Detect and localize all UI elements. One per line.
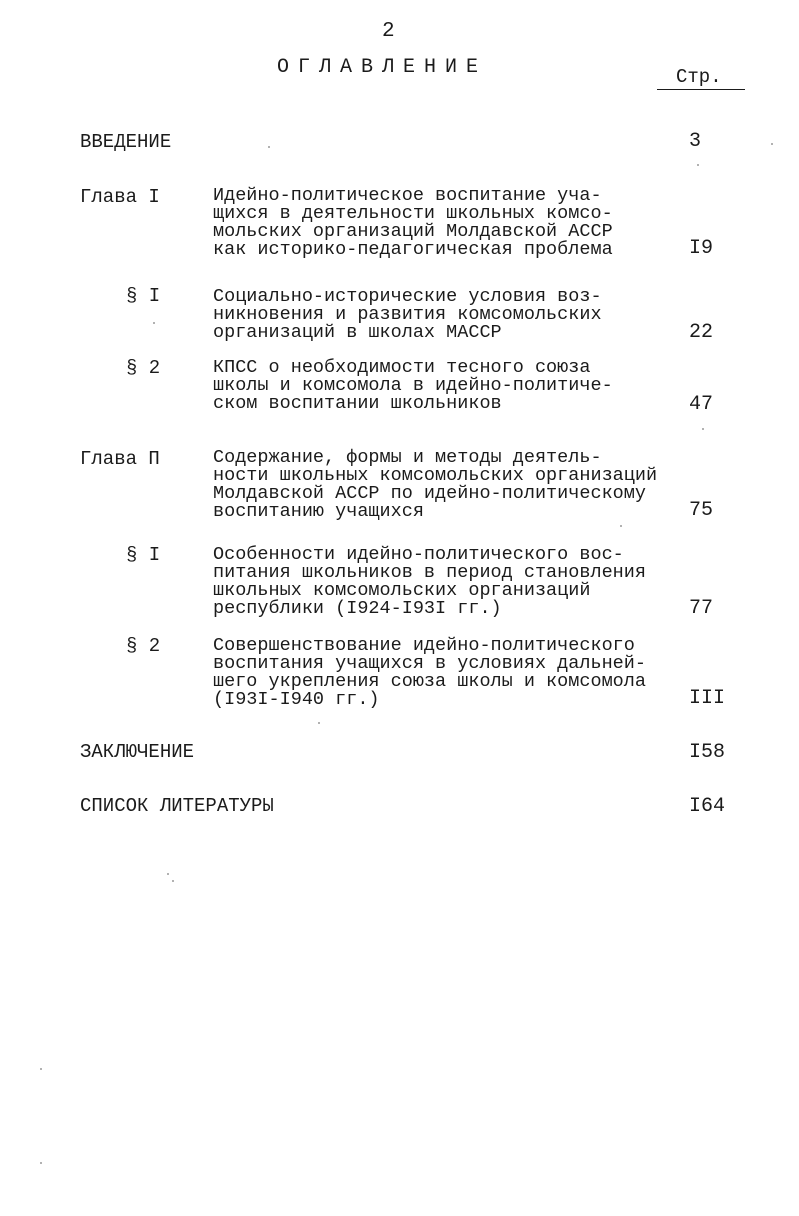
toc-entry-label: § 2 [126, 357, 161, 379]
toc-entry-label: § I [126, 285, 161, 307]
toc-entry-label: СПИСОК ЛИТЕРАТУРЫ [80, 795, 274, 817]
toc-entry-page: 77 [689, 597, 714, 620]
toc-entry-label: ЗАКЛЮЧЕНИЕ [80, 741, 195, 763]
scan-speck [268, 146, 270, 148]
toc-entry-label: § I [126, 544, 161, 566]
scan-speck [702, 428, 704, 430]
scan-speck [172, 880, 174, 882]
page-number: 2 [382, 20, 395, 43]
scan-speck [153, 322, 155, 324]
toc-entry-page: I58 [689, 741, 726, 764]
toc-entry-label: § 2 [126, 635, 161, 657]
toc-entry-page: III [689, 687, 726, 710]
toc-entry-title: Идейно-политическое воспитание уча- щихся в деятельности школьных комсо- мольских организаций Молдавской АССР как историко-педагогическая проблема [213, 185, 613, 260]
scan-speck [620, 525, 622, 527]
page-title: ОГЛАВЛЕНИЕ [277, 56, 488, 79]
toc-entry-title: Совершенствование идейно-политического воспитания учащихся в условиях дальней- шего укрепления союза школы и комсомола (I93I-I940 гг.) [213, 635, 646, 710]
toc-entry-label: Глава П [80, 448, 160, 470]
toc-entry-title: КПСС о необходимости тесного союза школы и комсомола в идейно-политиче- ском воспитании школьников [213, 357, 613, 414]
toc-entry-label: Глава I [80, 186, 160, 208]
toc-entry-page: I64 [689, 795, 726, 818]
toc-entry-title: Особенности идейно-политического вос- питания школьников в период становления школьных комсомольских организаций республики (I924-I93I гг.) [213, 544, 646, 619]
scan-speck [40, 1162, 42, 1164]
scan-speck [40, 1068, 42, 1070]
toc-entry-page: I9 [689, 237, 714, 260]
scan-speck [167, 873, 169, 875]
page-column-label: Стр. [676, 66, 722, 88]
scan-speck [697, 164, 699, 166]
toc-entry-page: 22 [689, 321, 714, 344]
scan-speck [318, 722, 320, 724]
scan-speck [771, 143, 773, 145]
page-column-underline [657, 89, 745, 90]
toc-entry-title: Содержание, формы и методы деятель- ности школьных комсомольских организаций Молдавской АССР по идейно-политическому воспитанию учащихся [213, 447, 658, 522]
toc-entry-title: Социально-исторические условия воз- никновения и развития комсомольских организаций в школах МАССР [213, 286, 602, 343]
toc-entry-page: 3 [689, 130, 702, 153]
toc-entry-label: ВВЕДЕНИЕ [80, 131, 172, 153]
toc-entry-page: 75 [689, 499, 714, 522]
toc-entry-page: 47 [689, 393, 714, 416]
